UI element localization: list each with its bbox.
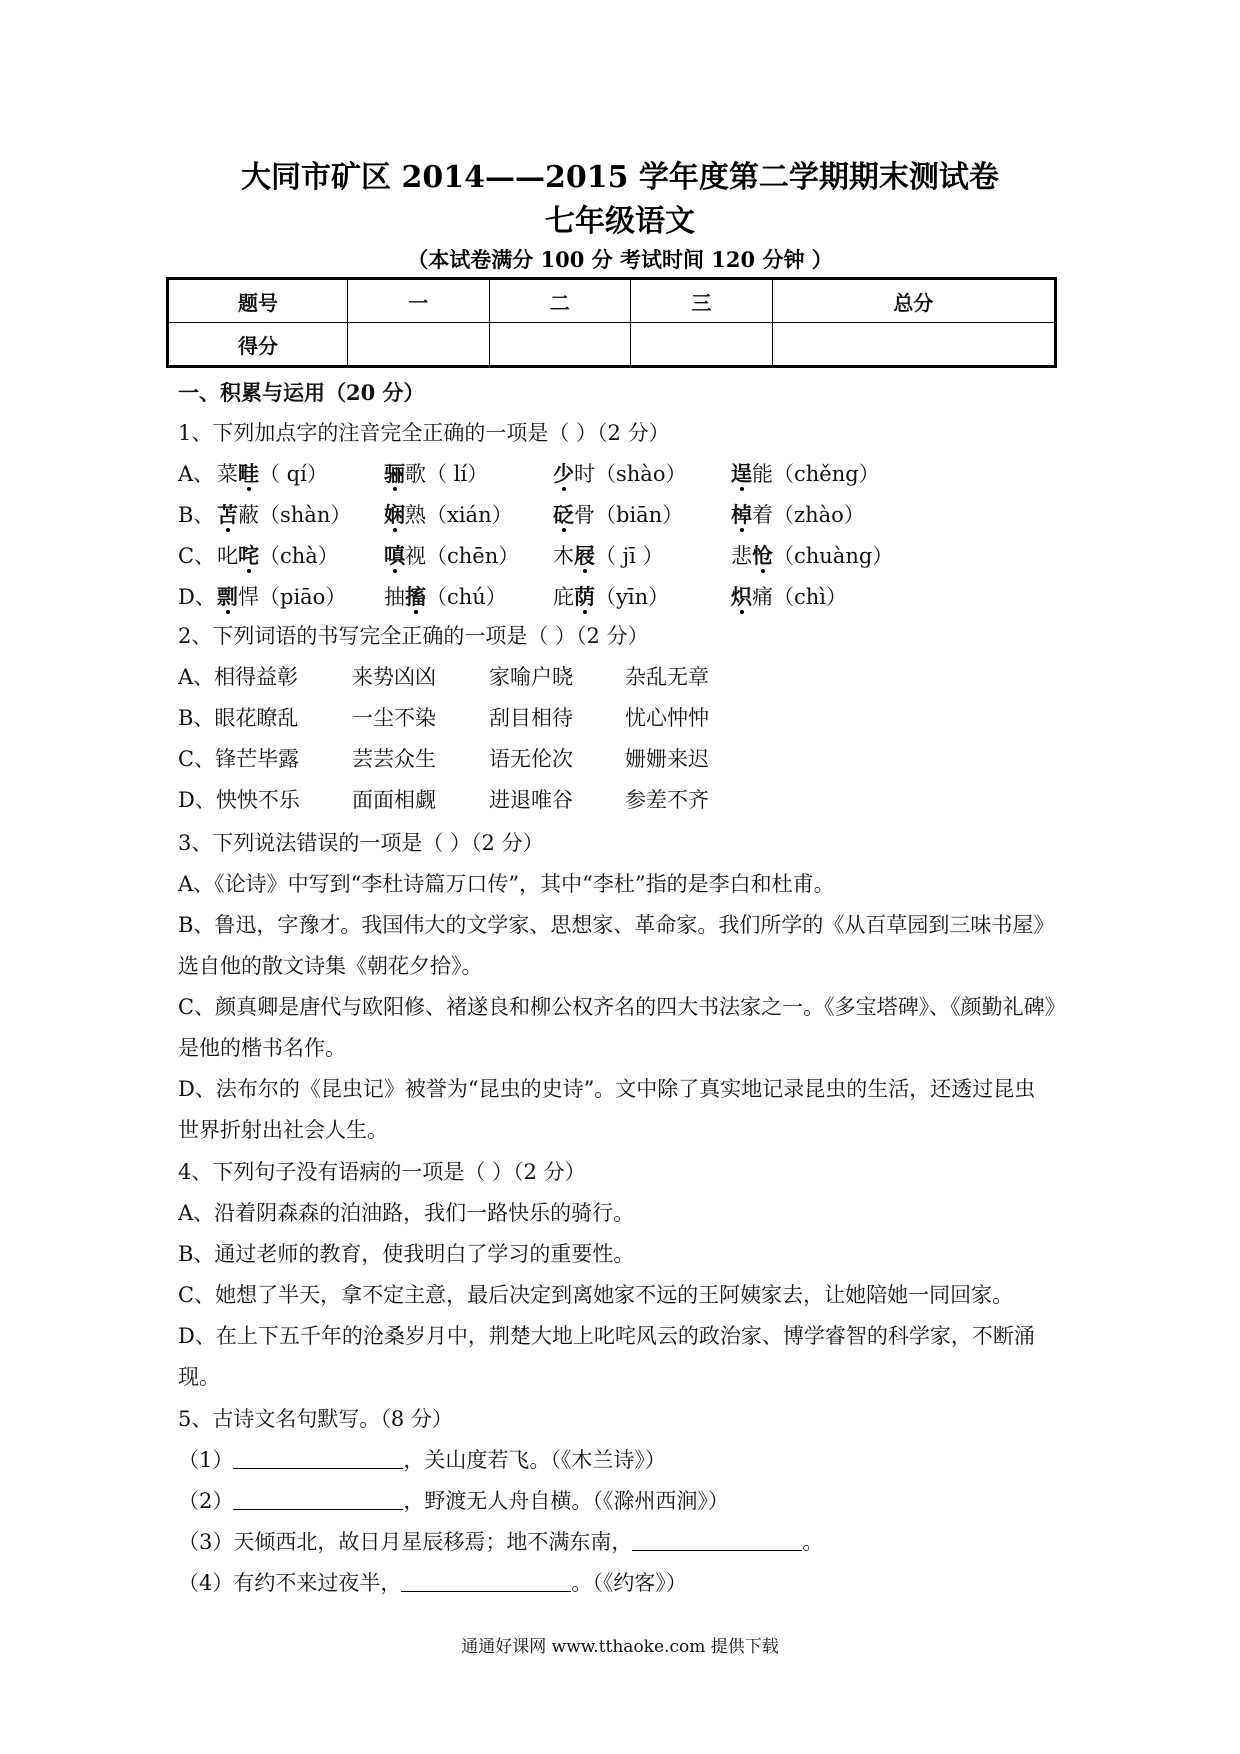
line-text: ，野渡无人舟自横。（《滁州西涧》） [403, 1489, 729, 1513]
option-label: A、 [178, 462, 215, 486]
item-prefix: 木 [553, 544, 574, 568]
line-text: 。（《约客》） [571, 1571, 687, 1595]
item-pinyin: 骨（biān） [574, 503, 684, 527]
pinyin-item [553, 460, 686, 488]
question-5-stem: 5、古诗文名句默写。（8 分） [178, 1407, 453, 1431]
pinyin-item [217, 583, 346, 611]
item-pinyin: 能（chěng） [752, 462, 880, 486]
dotted-character: 逞 [731, 461, 752, 486]
answer-blank[interactable] [401, 1569, 571, 1592]
question-3-option-c-line1: C、颜真卿是唐代与欧阳修、褚遂良和柳公权齐名的四大书法家之一。《多宝塔碑》、《颜勤礼碑》 [178, 995, 1066, 1019]
question-1-option-d [178, 583, 216, 611]
score-table [166, 277, 1057, 368]
option-label: D、 [178, 585, 216, 609]
pinyin-item [731, 501, 865, 529]
question-4-option-a: A、沿着阴森森的泊油路，我们一路快乐的骑行。 [178, 1201, 635, 1225]
item-pinyin: （ jī ） [595, 544, 664, 568]
line-number: （1） [178, 1448, 234, 1472]
score-table-header-row [168, 279, 1056, 323]
item-prefix: 悲 [731, 544, 752, 568]
dotted-character: 炽 [731, 584, 752, 609]
dotted-character: 少 [553, 461, 574, 486]
option-label: B、 [178, 503, 215, 527]
exam-title: 大同市矿区 2014——2015 学年度第二学期期末测试卷 [241, 160, 999, 195]
word-option: 进退唯谷 [489, 788, 573, 812]
dotted-character: 咤 [238, 543, 259, 568]
item-pinyin: （chuàng） [773, 544, 894, 568]
item-pinyin: 痛（chì） [752, 585, 848, 609]
line-text: ，关山度若飞。（《木兰诗》） [403, 1448, 666, 1472]
line-text: 。 [802, 1530, 824, 1554]
line-number: （2） [178, 1489, 234, 1513]
item-prefix: 抽 [384, 585, 405, 609]
score-header-cell: 三 [631, 279, 773, 323]
word-option: 面面相觑 [352, 788, 436, 812]
pinyin-item [553, 542, 664, 570]
question-5-line-1 [178, 1446, 666, 1474]
question-1-stem: 1、下列加点字的注音完全正确的一项是（ ）（2 分） [178, 421, 670, 445]
question-1-option-c [178, 542, 215, 570]
score-input-cell[interactable] [348, 323, 490, 367]
score-header-cell: 一 [348, 279, 490, 323]
dotted-character: 搐 [405, 584, 426, 609]
word-option: D、怏怏不乐 [178, 788, 300, 812]
item-pinyin: （chú） [426, 585, 507, 609]
word-option: 一尘不染 [352, 706, 436, 730]
word-option: 芸芸众生 [352, 747, 436, 771]
item-pinyin: 熟（xián） [405, 503, 513, 527]
question-2-stem: 2、下列词语的书写完全正确的一项是（ ）（2 分） [178, 624, 649, 648]
question-4-stem: 4、下列句子没有语病的一项是（ ）（2 分） [178, 1160, 586, 1184]
answer-blank[interactable] [632, 1528, 802, 1551]
pinyin-item [384, 460, 488, 488]
question-3-option-d-line2: 世界折射出社会人生。 [178, 1118, 388, 1142]
item-pinyin: （chà） [259, 544, 339, 568]
question-3-option-b-line2: 选自他的散文诗集《朝花夕拾》。 [178, 954, 483, 978]
item-pinyin: （yīn） [595, 585, 670, 609]
exam-subtitle: 七年级语文 [545, 204, 695, 239]
item-pinyin: 悍（piāo） [238, 585, 347, 609]
question-1-option-b [178, 501, 214, 529]
dotted-character: 荫 [574, 584, 595, 609]
word-option: 刮目相待 [489, 706, 573, 730]
pinyin-item [384, 501, 513, 529]
score-input-cell[interactable] [772, 323, 1055, 367]
question-3-option-d-line1: D、法布尔的《昆虫记》被誉为“昆虫的史诗”。文中除了真实地记录昆虫的生活，还透过昆虫 [178, 1077, 1036, 1101]
question-3-option-c-line2: 是他的楷书名作。 [178, 1036, 346, 1060]
dotted-character: 嗔 [384, 543, 405, 568]
score-header-cell: 二 [489, 279, 631, 323]
section-heading: 一、积累与运用（20 分） [178, 380, 425, 405]
question-4-option-d-line1: D、在上下五千年的沧桑岁月中，荆楚大地上叱咤风云的政治家、博学睿智的科学家，不断涌 [178, 1324, 1035, 1348]
item-pinyin: （ qí） [259, 462, 328, 486]
dotted-character: 畦 [238, 461, 259, 486]
pinyin-item [217, 460, 328, 488]
line-text: （4）有约不来过夜半， [178, 1571, 402, 1595]
dotted-character: 骊 [384, 461, 405, 486]
word-option: 杂乱无章 [625, 665, 709, 689]
dotted-character: 砭 [553, 502, 574, 527]
pinyin-item [731, 583, 847, 611]
word-option: A、相得益彰 [178, 665, 299, 689]
pinyin-item [384, 542, 519, 570]
item-pinyin: 着（zhào） [752, 503, 865, 527]
question-5-line-2 [178, 1487, 729, 1515]
pinyin-item [384, 583, 507, 611]
question-3-stem: 3、下列说法错误的一项是（ ）（2 分） [178, 831, 544, 855]
dotted-character: 剽 [217, 584, 238, 609]
word-option: 参差不齐 [625, 788, 709, 812]
dotted-character: 棹 [731, 502, 752, 527]
question-4-option-d-line2: 现。 [178, 1365, 220, 1389]
score-input-cell[interactable] [631, 323, 773, 367]
pinyin-item [553, 583, 669, 611]
word-option: 家喻户晓 [489, 665, 573, 689]
dotted-character: 屐 [574, 543, 595, 568]
item-pinyin: 歌（ lí） [405, 462, 489, 486]
question-4-option-c: C、她想了半天，拿不定主意，最后决定到离她家不远的王阿姨家去，让她陪她一同回家。 [178, 1283, 1014, 1307]
word-option: 语无伦次 [489, 747, 573, 771]
page-footer: 通通好课网 www.tthaoke.com 提供下载 [461, 1637, 779, 1657]
score-table-score-row [168, 323, 1056, 367]
word-option: 姗姗来迟 [625, 747, 709, 771]
pinyin-item [217, 501, 351, 529]
item-pinyin: 视（chēn） [405, 544, 520, 568]
answer-blank[interactable] [233, 1487, 403, 1510]
exam-note: （本试卷满分 100 分 考试时间 120 分钟 ） [407, 247, 833, 272]
pinyin-item [217, 542, 339, 570]
word-option: 来势凶凶 [352, 665, 436, 689]
score-row-label: 得分 [168, 323, 348, 367]
word-option: C、锋芒毕露 [178, 747, 300, 771]
question-3-option-b-line1: B、鲁迅，字豫才。我国伟大的文学家、思想家、革命家。我们所学的《从百草园到三味书屋》 [178, 913, 1055, 937]
item-prefix: 庇 [553, 585, 574, 609]
dotted-character: 苫 [217, 502, 238, 527]
score-input-cell[interactable] [489, 323, 631, 367]
word-option: B、眼花瞭乱 [178, 706, 299, 730]
answer-blank[interactable] [233, 1446, 403, 1469]
item-prefix: 叱 [217, 544, 238, 568]
dotted-character: 娴 [384, 502, 405, 527]
dotted-character: 怆 [752, 543, 773, 568]
score-header-cell: 总分 [772, 279, 1055, 323]
pinyin-item [731, 460, 880, 488]
question-3-option-a: A、《论诗》中写到“李杜诗篇万口传”，其中“李杜”指的是李白和杜甫。 [178, 872, 835, 896]
pinyin-item [731, 542, 893, 570]
question-4-option-b: B、通过老师的教育，使我明白了学习的重要性。 [178, 1242, 635, 1266]
question-5-line-3 [178, 1528, 823, 1556]
pinyin-item [553, 501, 683, 529]
line-text: （3）天倾西北，故日月星辰移焉；地不满东南， [178, 1530, 633, 1554]
score-header-cell: 题号 [168, 279, 348, 323]
item-prefix: 菜 [217, 462, 238, 486]
word-option: 忧心忡忡 [625, 706, 709, 730]
item-pinyin: 蔽（shàn） [238, 503, 352, 527]
item-pinyin: 时（shào） [574, 462, 687, 486]
question-5-line-4 [178, 1569, 687, 1597]
question-1-option-a [178, 460, 214, 488]
option-label: C、 [178, 544, 216, 568]
